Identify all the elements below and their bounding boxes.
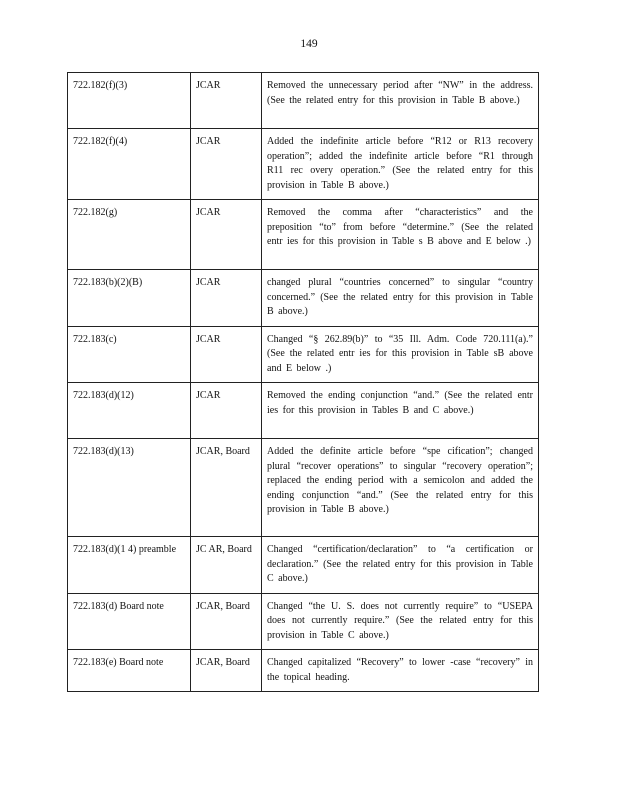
- description-cell: Removed the unnecessary period after “NW” in the address. (See the related entry for this provision in Table B above.): [262, 73, 539, 129]
- description-cell: Changed “certification/declaration” to “a certification or declaration.” (See the related entry for this provision in Table C above.): [262, 537, 539, 594]
- table-row: [68, 383, 539, 439]
- table-row: [68, 129, 539, 200]
- table-row: [68, 650, 539, 692]
- section-cell: 722.183(b)(2)(B): [68, 270, 191, 327]
- source-cell: JCAR, Board: [191, 593, 262, 650]
- section-cell: 722.182(f)(3): [68, 73, 191, 129]
- section-cell: 722.183(d) Board note: [68, 593, 191, 650]
- source-cell: JCAR, Board: [191, 650, 262, 692]
- description-cell: Added the indefinite article before “R12 or R13 recovery operation”; added the indefinite article before “R1 through R11 rec overy operation.” (See the related entry for this provision in Table B above.): [262, 129, 539, 200]
- table-row: [68, 73, 539, 129]
- table-row: [68, 270, 539, 327]
- section-cell: 722.182(g): [68, 200, 191, 270]
- amendments-table: [67, 72, 539, 692]
- description-cell: Removed the comma after “characteristics” and the preposition “to” from before “determine.” (See the related entr ies for this provision in Table s B above and E below .): [262, 200, 539, 270]
- source-cell: JCAR: [191, 73, 262, 129]
- source-cell: JCAR, Board: [191, 439, 262, 537]
- source-cell: JCAR: [191, 270, 262, 327]
- source-cell: JCAR: [191, 326, 262, 383]
- section-cell: 722.183(c): [68, 326, 191, 383]
- table-row: [68, 593, 539, 650]
- table-row: [68, 200, 539, 270]
- table-row: [68, 326, 539, 383]
- section-cell: 722.183(d)(12): [68, 383, 191, 439]
- section-cell: 722.183(d)(1 4) preamble: [68, 537, 191, 594]
- section-cell: 722.182(f)(4): [68, 129, 191, 200]
- table-row: [68, 439, 539, 537]
- description-cell: Removed the ending conjunction “and.” (See the related entr ies for this provision in Tables B and C above.): [262, 383, 539, 439]
- table-row: [68, 537, 539, 594]
- section-cell: 722.183(d)(13): [68, 439, 191, 537]
- description-cell: changed plural “countries concerned” to singular “country concerned.” (See the related entry for this provision in Table B above.): [262, 270, 539, 327]
- source-cell: JCAR: [191, 200, 262, 270]
- description-cell: Changed “the U. S. does not currently require” to “USEPA does not currently require.” (See the related entry for this provision in Table C above.): [262, 593, 539, 650]
- source-cell: JCAR: [191, 383, 262, 439]
- description-cell: Added the definite article before “spe cification”; changed plural “recover operations” to singular “recovery operation”; replaced the ending period with a semicolon and added the ending conjunction “and.” (See the related entry for this provision in Table B above.): [262, 439, 539, 537]
- description-cell: Changed “§ 262.89(b)” to “35 Ill. Adm. Code 720.111(a).” (See the related entr ies for this provision in Table sB above and E below .): [262, 326, 539, 383]
- description-cell: Changed capitalized “Recovery” to lower -case “recovery” in the topical heading.: [262, 650, 539, 692]
- page-number: 149: [300, 38, 318, 50]
- source-cell: JCAR: [191, 129, 262, 200]
- section-cell: 722.183(e) Board note: [68, 650, 191, 692]
- source-cell: JC AR, Board: [191, 537, 262, 594]
